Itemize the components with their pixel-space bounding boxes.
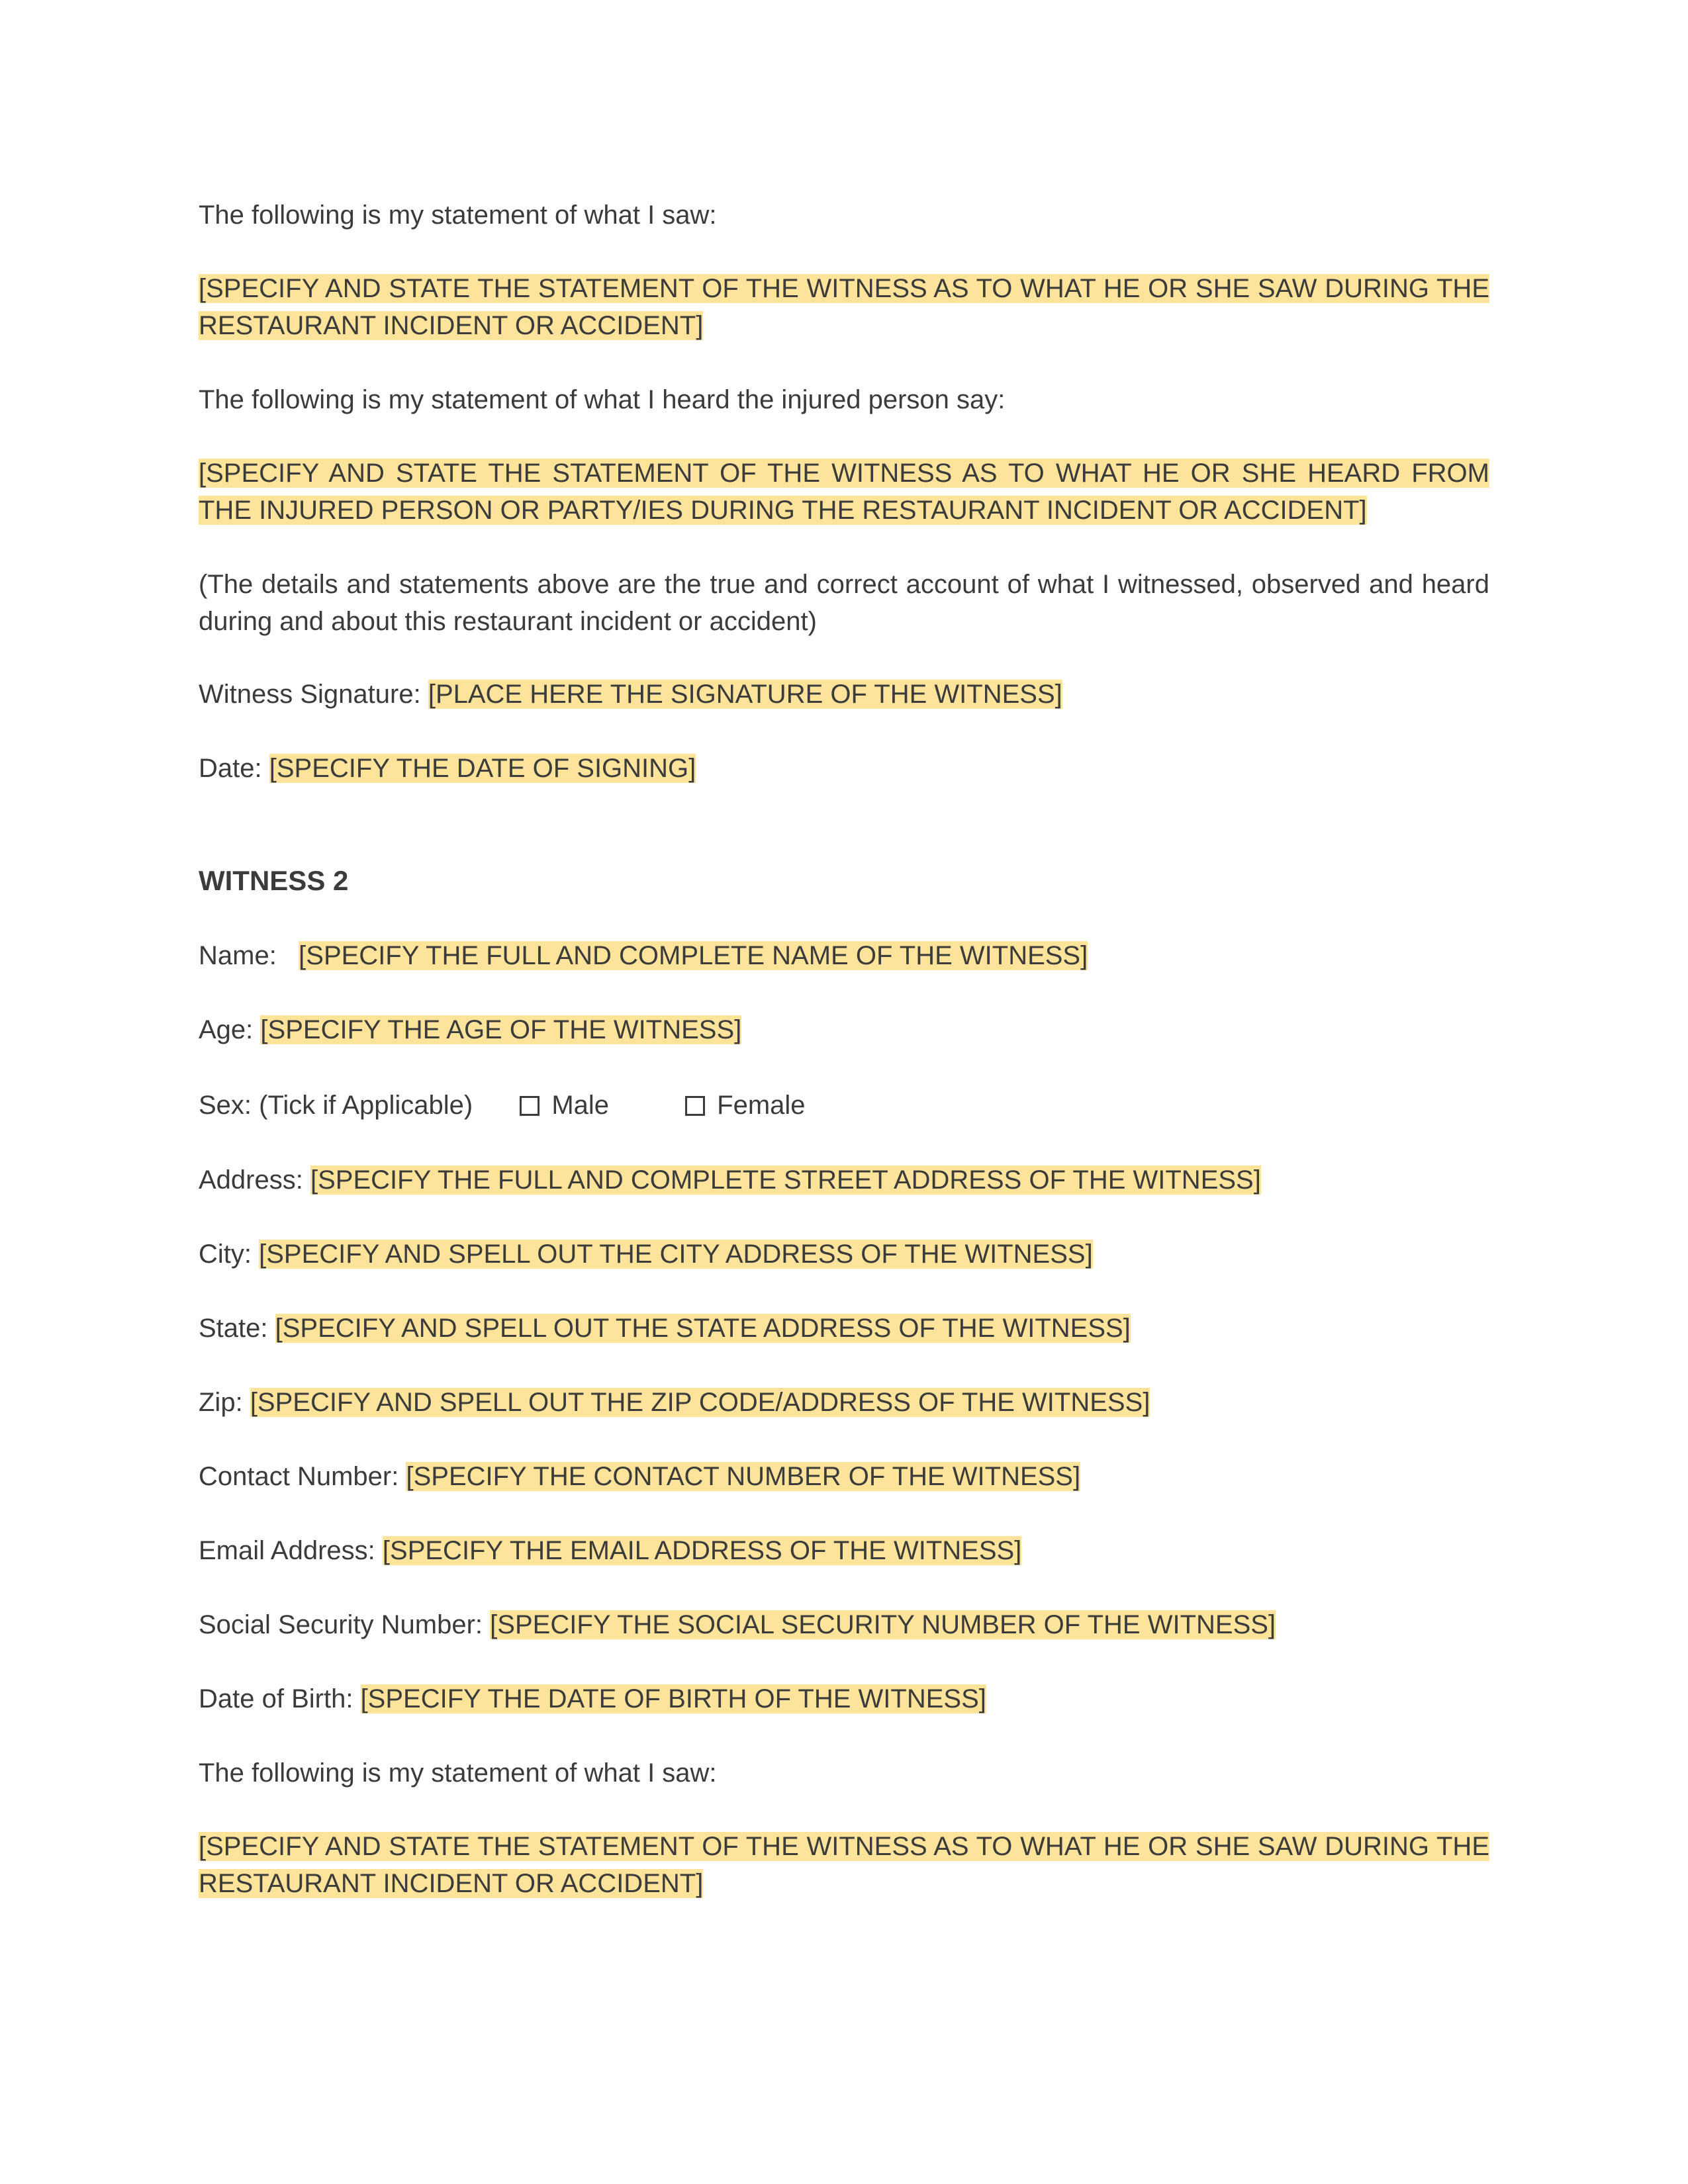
city-row [199, 1236, 1489, 1273]
sex-option-female[interactable] [685, 1087, 805, 1124]
heard-statement-placeholder[interactable]: [SPECIFY AND STATE THE STATEMENT OF THE WITNESS AS TO WHAT HE OR SHE HEARD FROM THE INJURED PERSON OR PARTY/IES DURING THE RESTAURANT INCIDENT OR ACCIDENT] [199, 459, 1489, 525]
city-placeholder[interactable]: [SPECIFY AND SPELL OUT THE CITY ADDRESS OF THE WITNESS] [259, 1240, 1093, 1269]
witness-2-saw-statement-placeholder[interactable]: [SPECIFY AND STATE THE STATEMENT OF THE WITNESS AS TO WHAT HE OR SHE SAW DURING THE RESTAURANT INCIDENT OR ACCIDENT] [199, 1832, 1489, 1898]
ssn-label: Social Security Number: [199, 1610, 483, 1639]
ssn-row [199, 1606, 1489, 1643]
address-placeholder[interactable]: [SPECIFY THE FULL AND COMPLETE STREET ADDRESS OF THE WITNESS] [310, 1165, 1261, 1195]
female-label: Female [717, 1091, 806, 1120]
ssn-placeholder[interactable]: [SPECIFY THE SOCIAL SECURITY NUMBER OF THE WITNESS] [490, 1610, 1276, 1639]
dob-label: Date of Birth: [199, 1684, 353, 1713]
date-row [199, 750, 1489, 787]
age-placeholder[interactable]: [SPECIFY THE AGE OF THE WITNESS] [260, 1015, 742, 1044]
witness-2-heading: WITNESS 2 [199, 865, 349, 896]
state-placeholder[interactable]: [SPECIFY AND SPELL OUT THE STATE ADDRESS OF THE WITNESS] [275, 1314, 1131, 1343]
heard-intro-text: The following is my statement of what I heard the injured person say: [199, 385, 1006, 414]
witness-2-saw-intro-text: The following is my statement of what I saw: [199, 1758, 717, 1788]
male-checkbox[interactable] [520, 1096, 539, 1116]
sex-row [199, 1087, 1489, 1124]
contact-label: Contact Number: [199, 1462, 399, 1491]
zip-label: Zip: [199, 1388, 243, 1417]
email-row [199, 1532, 1489, 1569]
address-label: Address: [199, 1165, 303, 1195]
email-label: Email Address: [199, 1536, 375, 1565]
name-label: Name: [199, 941, 277, 970]
signature-placeholder[interactable]: [PLACE HERE THE SIGNATURE OF THE WITNESS] [428, 680, 1062, 709]
date-placeholder[interactable]: [SPECIFY THE DATE OF SIGNING] [269, 754, 696, 783]
name-placeholder[interactable]: [SPECIFY THE FULL AND COMPLETE NAME OF THE WITNESS] [299, 941, 1088, 970]
saw-intro-text: The following is my statement of what I saw: [199, 201, 717, 230]
contact-placeholder[interactable]: [SPECIFY THE CONTACT NUMBER OF THE WITNESS] [406, 1462, 1081, 1491]
dob-placeholder[interactable]: [SPECIFY THE DATE OF BIRTH OF THE WITNESS] [360, 1684, 986, 1713]
email-placeholder[interactable]: [SPECIFY THE EMAIL ADDRESS OF THE WITNESS] [382, 1536, 1022, 1565]
male-label: Male [551, 1091, 610, 1120]
state-label: State: [199, 1314, 268, 1343]
zip-row [199, 1384, 1489, 1421]
state-row [199, 1310, 1489, 1347]
signature-label: Witness Signature: [199, 680, 421, 709]
zip-placeholder[interactable]: [SPECIFY AND SPELL OUT THE ZIP CODE/ADDRESS OF THE WITNESS] [250, 1388, 1150, 1417]
dob-row [199, 1680, 1489, 1717]
name-row [199, 937, 1489, 974]
date-label: Date: [199, 754, 262, 783]
contact-row [199, 1458, 1489, 1495]
declaration-text: (The details and statements above are the true and correct account of what I witnessed, observed and heard during and about this restaurant incident or accident) [199, 570, 1489, 636]
age-label: Age: [199, 1015, 254, 1044]
saw-statement-placeholder[interactable]: [SPECIFY AND STATE THE STATEMENT OF THE WITNESS AS TO WHAT HE OR SHE SAW DURING THE RESTAURANT INCIDENT OR ACCIDENT] [199, 274, 1489, 340]
address-row [199, 1161, 1489, 1199]
sex-label: Sex: (Tick if Applicable) [199, 1091, 473, 1120]
city-label: City: [199, 1240, 252, 1269]
sex-option-male[interactable] [520, 1087, 609, 1124]
signature-row [199, 676, 1489, 713]
female-checkbox[interactable] [685, 1096, 705, 1116]
age-row [199, 1011, 1489, 1048]
